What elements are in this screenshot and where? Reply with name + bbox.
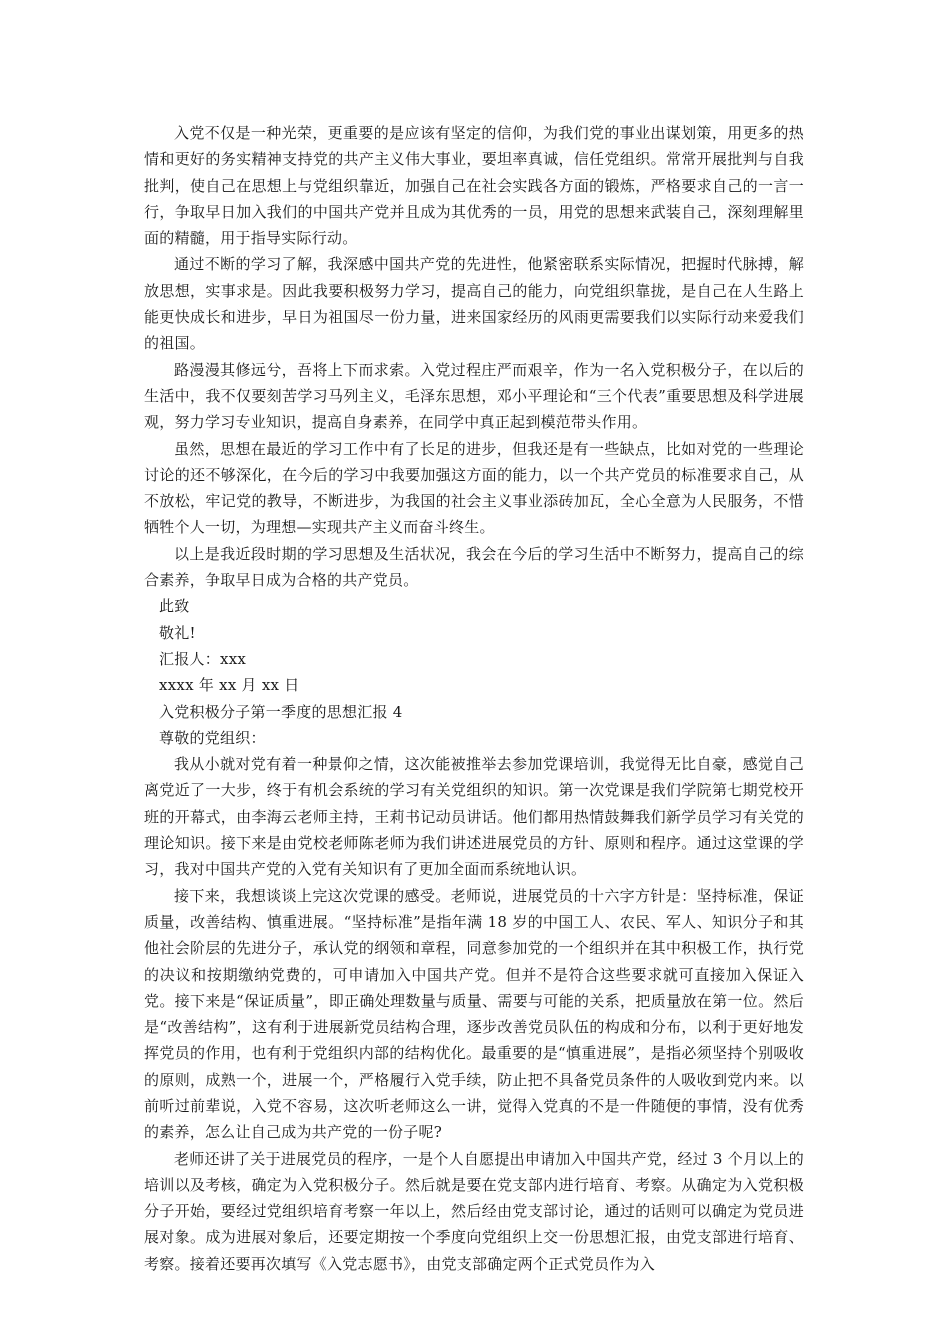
salutation-line: 敬礼! [159,623,196,642]
paragraph: 通过不断的学习了解，我深感中国共产党的先进性，他紧密联系实际情况，把握时代脉搏，解放思想，实事求是。因此我要积极努力学习，提高自己的能力，向党组织靠拢，是自己在人生路上能更快成长和进步，早日为祖国尽一份力量，进来国家经历的风雨更需要我们以实际行动来爱我们的祖国。 [144,255,804,353]
paragraph: 以上是我近段时期的学习思想及生活状况，我会在今后的学习生活中不断努力，提高自己的综合素养，争取早日成为合格的共产党员。 [144,544,804,590]
date-line: xxxx 年 xx 月 xx 日 [159,676,300,695]
section-title: 入党积极分子第一季度的思想汇报 4 [159,702,403,721]
document-body [144,120,804,1277]
greeting-line: 尊敬的党组织： [159,728,266,747]
paragraph: 路漫漫其修远兮，吾将上下而求索。入党过程庄严而艰辛，作为一名入党积极分子，在以后的生活中，我不仅要刻苦学习马列主义，毛泽东思想，邓小平理论和“三个代表”重要思想及科学进展观，努力学习专业知识，提高自身素养，在同学中真正起到模范带头作用。 [144,360,804,432]
paragraph: 接下来，我想谈谈上完这次党课的感受。老师说，进展党员的十六字方针是：坚持标准，保证质量，改善结构、慎重进展。“坚持标准”是指年满 18 岁的中国工人、农民、军人、知识分子和其他社会阶层的先进分子，承认党的纲领和章程，同意参加党的一个组织并在其中积极工作，执行党的决议和按期缴纳党费的，可申请加入中国共产党。但并不是符合这些要求就可直接加入保证入党。接下来是“保证质量”，即正确处理数量与质量、需要与可能的关系，把质量放在第一位。然后是“改善结构”，这有利于进展新党员结构合理，逐步改善党员队伍的构成和分布，以利于更好地发挥党员的作用，也有利于党组织内部的结构优化。最重要的是“慎重进展”，是指必须坚持个别吸收的原则，成熟一个，进展一个，严格履行入党手续，防止把不具备党员条件的人吸收到党内来。以前听过前辈说，入党不容易，这次听老师这么一讲，觉得入党真的不是一件随便的事情，没有优秀的素养，怎么让自己成为共产党的一份子呢? [144,886,804,1142]
closing-line: 此致 [159,597,190,616]
paragraph: 入党不仅是一种光荣，更重要的是应该有坚定的信仰，为我们党的事业出谋划策，用更多的热情和更好的务实精神支持党的共产主义伟大事业，要坦率真诚，信任党组织。常常开展批判与自我批判，使自己在思想上与党组织靠近，加强自己在社会实践各方面的锻炼，严格要求自己的一言一行，争取早日加入我们的中国共产党并且成为其优秀的一员，用党的思想来武装自己，深刻理解里面的精髓，用于指导实际行动。 [144,124,804,248]
paragraph: 老师还讲了关于进展党员的程序，一是个人自愿提出申请加入中国共产党，经过 3 个月以上的培训以及考核，确定为入党积极分子。然后就是要在党支部内进行培育、考察。从确定为入党积极分子开始，要经过党组织培育考察一年以上，然后经由党支部讨论，通过的话则可以确定为党员进展对象。成为进展对象后，还要定期按一个季度向党组织上交一份思想汇报，由党支部进行培育、考察。接着还要再次填写《入党志愿书》，由党支部确定两个正式党员作为入 [144,1149,804,1273]
paragraph: 虽然，思想在最近的学习工作中有了长足的进步，但我还是有一些缺点，比如对党的一些理论讨论的还不够深化，在今后的学习中我要加强这方面的能力，以一个共产党员的标准要求自己，从不放松，牢记党的教导，不断进步，为我国的社会主义事业添砖加瓦，全心全意为人民服务，不惜牺牲个人一切，为理想—实现共产主义而奋斗终生。 [144,439,804,537]
paragraph: 我从小就对党有着一种景仰之情，这次能被推举去参加党课培训，我觉得无比自豪，感觉自己离党近了一大步，终于有机会系统的学习有关党组织的知识。第一次党课是我们学院第七期党校开班的开幕式，由李海云老师主持，王莉书记动员讲话。他们都用热情鼓舞我们新学员学习有关党的理论知识。接下来是由党校老师陈老师为我们讲述进展党员的方针、原则和程序。通过这堂课的学习，我对中国共产党的入党有关知识有了更加全面而系统地认识。 [144,755,804,879]
reporter-line: 汇报人：xxx [159,649,247,668]
